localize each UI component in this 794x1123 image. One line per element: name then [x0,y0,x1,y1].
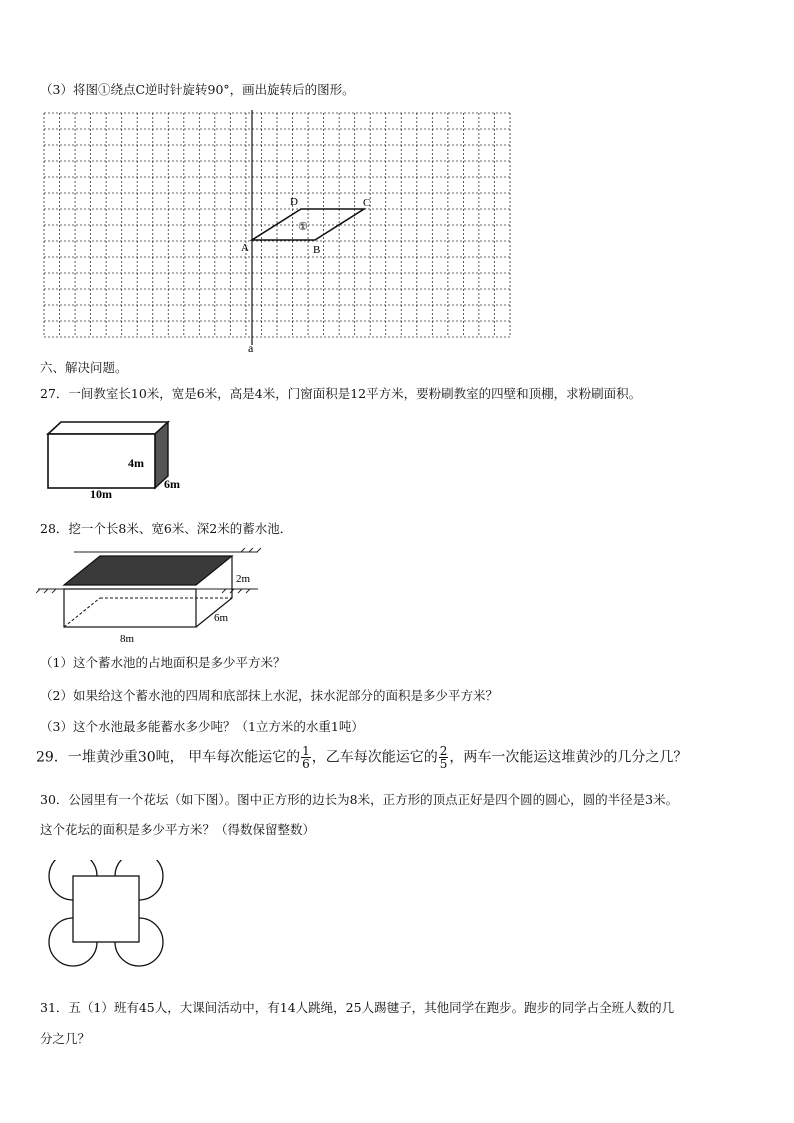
fraction-one-sixth [301,745,311,770]
label-d-point: D [290,196,298,208]
fraction-two-fifths [439,745,449,770]
pool-figure [36,545,266,647]
q28-sub1: （1）这个蓄水池的占地面积是多少平方米？ [40,655,286,670]
classroom-cuboid-figure [40,418,200,502]
frac2-numerator: 2 [439,744,448,758]
label-shape-1: ① [298,221,308,233]
q30-line1: 30．公园里有一个花坛（如下图）。图中正方形的边长为8米，正方形的顶点正好是四个圆的圆心，圆的半径是3米。 [40,792,679,807]
cuboid-width-label: 6m [164,477,180,491]
q29-text [36,745,687,770]
frac2-denominator: 5 [439,757,448,771]
q28-sub2: （2）如果给这个蓄水池的四周和底部抹上水泥，抹水泥部分的面积是多少平方米？ [40,688,498,703]
q28-text: 28．挖一个长8米、宽6米、深2米的蓄水池． [40,521,293,536]
pool-length-label: 8m [120,633,135,645]
flowerbed-square [73,876,139,942]
q28-sub3: （3）这个水池最多能蓄水多少吨？（1立方米的水重1吨） [40,719,364,734]
label-b-point: B [313,244,321,256]
q29-part1: 29．一堆黄沙重30吨， 甲车每次能运它的 [36,749,301,766]
q26-3-text: （3）将图①绕点C逆时针旋转90°，画出旋转后的图形。 [40,82,355,97]
label-a-point: A [241,242,249,254]
q31-line2: 分之几？ [40,1031,91,1046]
pool-depth-label: 2m [236,573,251,585]
flowerbed-figure [44,860,174,972]
q31-line1: 31．五（1）班有45人，大课间活动中，有14人跳绳，25人踢毽子，其他同学在跑步。跑步的同学占全班人数的几 [40,1000,675,1015]
q27-text: 27．一间教室长10米，宽是6米，高是4米，门窗面积是12平方米，要粉刷教室的四壁和顶棚，求粉刷面积。 [40,386,642,401]
label-c-point: C [363,197,371,209]
cuboid-length-label: 10m [90,487,112,501]
cuboid-height-label: 4m [128,456,144,470]
pool-width-label: 6m [214,612,229,624]
label-axis-a: a [248,341,254,355]
section-6-title: 六、解决问题。 [40,360,128,375]
q29-part2: ，乙车每次能运它的 [311,749,438,766]
frac1-numerator: 1 [302,744,310,758]
frac1-denominator: 6 [302,757,310,771]
q29-part3: ，两车一次能运这堆黄沙的几分之几？ [449,749,688,766]
rotation-grid-figure [0,0,794,360]
q30-line2: 这个花坛的面积是多少平方米？（得数保留整数） [40,822,316,837]
